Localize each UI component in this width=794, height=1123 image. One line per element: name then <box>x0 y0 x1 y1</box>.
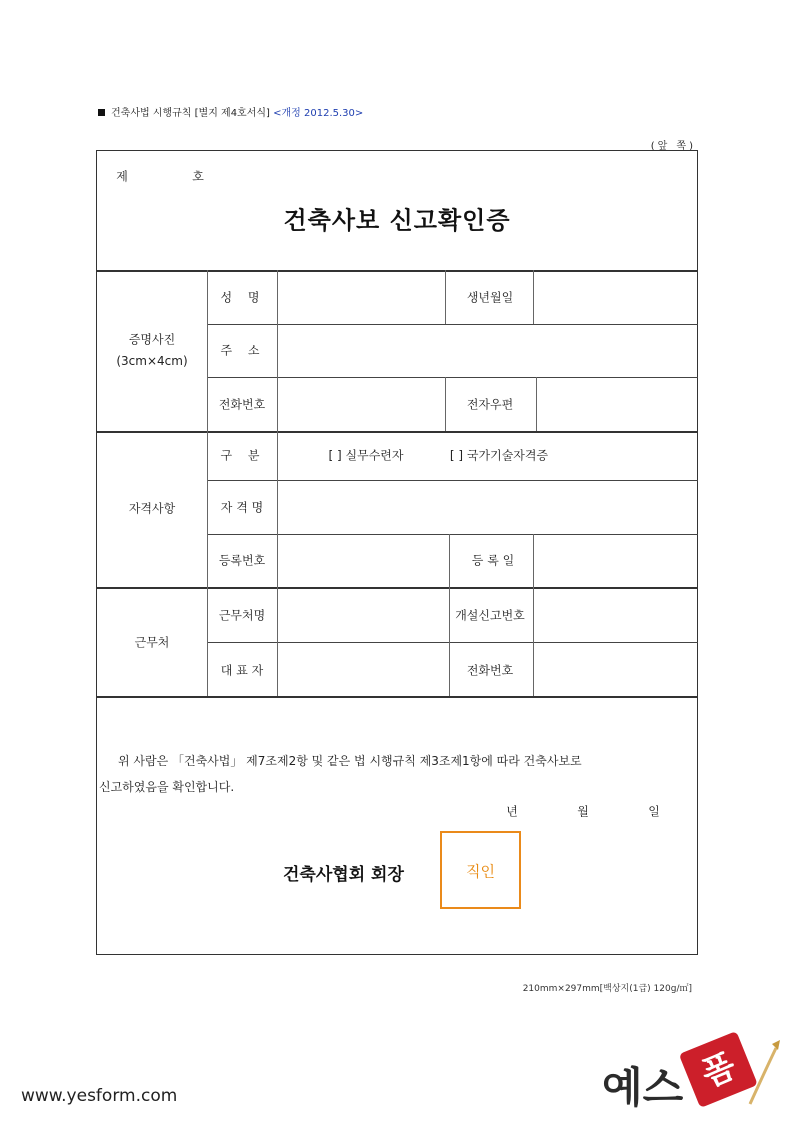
representative-label: 대 표 자 <box>220 663 264 678</box>
paper-spec: 210mm×297mm[백상지(1급) 120g/㎡] <box>522 984 692 994</box>
column-divider <box>533 270 534 324</box>
form-reference: 건축사법 시행규칙 [별지 제4호서식] <box>111 108 270 119</box>
column-divider <box>449 534 450 587</box>
category-label: 구 분 <box>220 448 266 463</box>
photo-size: (3cm×4cm) <box>116 354 188 368</box>
seal-box <box>440 831 521 909</box>
birth-label: 생년월일 <box>466 290 514 305</box>
certification-text-1: 위 사람은 「건축사법」 제7조제2항 및 같은 법 시행규칙 제3조제1항에 따라 건축사보로 <box>118 754 582 768</box>
month-label: 월 <box>577 804 589 819</box>
reg-number-label: 등록번호 <box>218 553 266 568</box>
column-divider <box>533 534 534 587</box>
yesform-logo <box>600 1026 790 1116</box>
address-label: 주 소 <box>220 343 266 358</box>
column-divider <box>449 587 450 696</box>
square-bullet-icon <box>98 109 105 116</box>
signer-title: 건축사협회 회장 <box>283 865 404 885</box>
certification-text-2: 신고하였음을 확인합니다. <box>99 780 235 794</box>
section-divider <box>96 587 698 589</box>
row-divider <box>207 534 698 535</box>
column-divider <box>207 270 208 696</box>
logo-badge <box>679 1031 758 1108</box>
day-label: 일 <box>648 804 660 819</box>
number-label: 제 <box>116 169 128 184</box>
website-url[interactable]: www.yesform.com <box>21 1086 178 1106</box>
form-header <box>98 104 363 119</box>
column-divider <box>445 270 446 324</box>
phone-label: 전화번호 <box>218 397 266 412</box>
column-divider <box>536 377 537 431</box>
license-name-label: 자 격 명 <box>220 500 264 515</box>
name-label: 성 명 <box>220 290 266 305</box>
qualification-label: 자격사항 <box>128 501 176 516</box>
page-side-label: (앞 쪽) <box>650 141 696 152</box>
option-trainee[interactable]: [ ] 실무수련자 <box>328 448 404 463</box>
row-divider <box>207 377 698 378</box>
column-divider <box>445 377 446 431</box>
row-divider <box>207 324 698 325</box>
amendment-date: <개정 2012.5.30> <box>273 108 364 119</box>
page-title: 건축사보 신고확인증 <box>283 206 511 235</box>
section-divider <box>96 431 698 433</box>
option-national-license[interactable]: [ ] 국가기술자격증 <box>449 448 549 463</box>
photo-label: 증명사진 <box>128 332 176 347</box>
column-divider <box>277 270 278 696</box>
workplace-name-label: 근무처명 <box>218 608 266 623</box>
number-suffix: 호 <box>192 169 204 184</box>
email-label: 전자우편 <box>466 397 514 412</box>
row-divider <box>207 480 698 481</box>
section-divider <box>96 696 698 698</box>
year-label: 년 <box>506 804 518 819</box>
office-reg-number-label: 개설신고번호 <box>455 608 525 623</box>
svg-text:폼: 폼 <box>695 1045 742 1096</box>
workplace-label: 근무처 <box>134 635 170 650</box>
reg-date-label: 등 록 일 <box>471 553 515 568</box>
column-divider <box>533 587 534 696</box>
svg-text:예스: 예스 <box>602 1063 684 1112</box>
seal-label: 직인 <box>466 862 495 881</box>
row-divider <box>207 642 698 643</box>
section-divider <box>96 270 698 272</box>
work-phone-label: 전화번호 <box>466 663 514 678</box>
